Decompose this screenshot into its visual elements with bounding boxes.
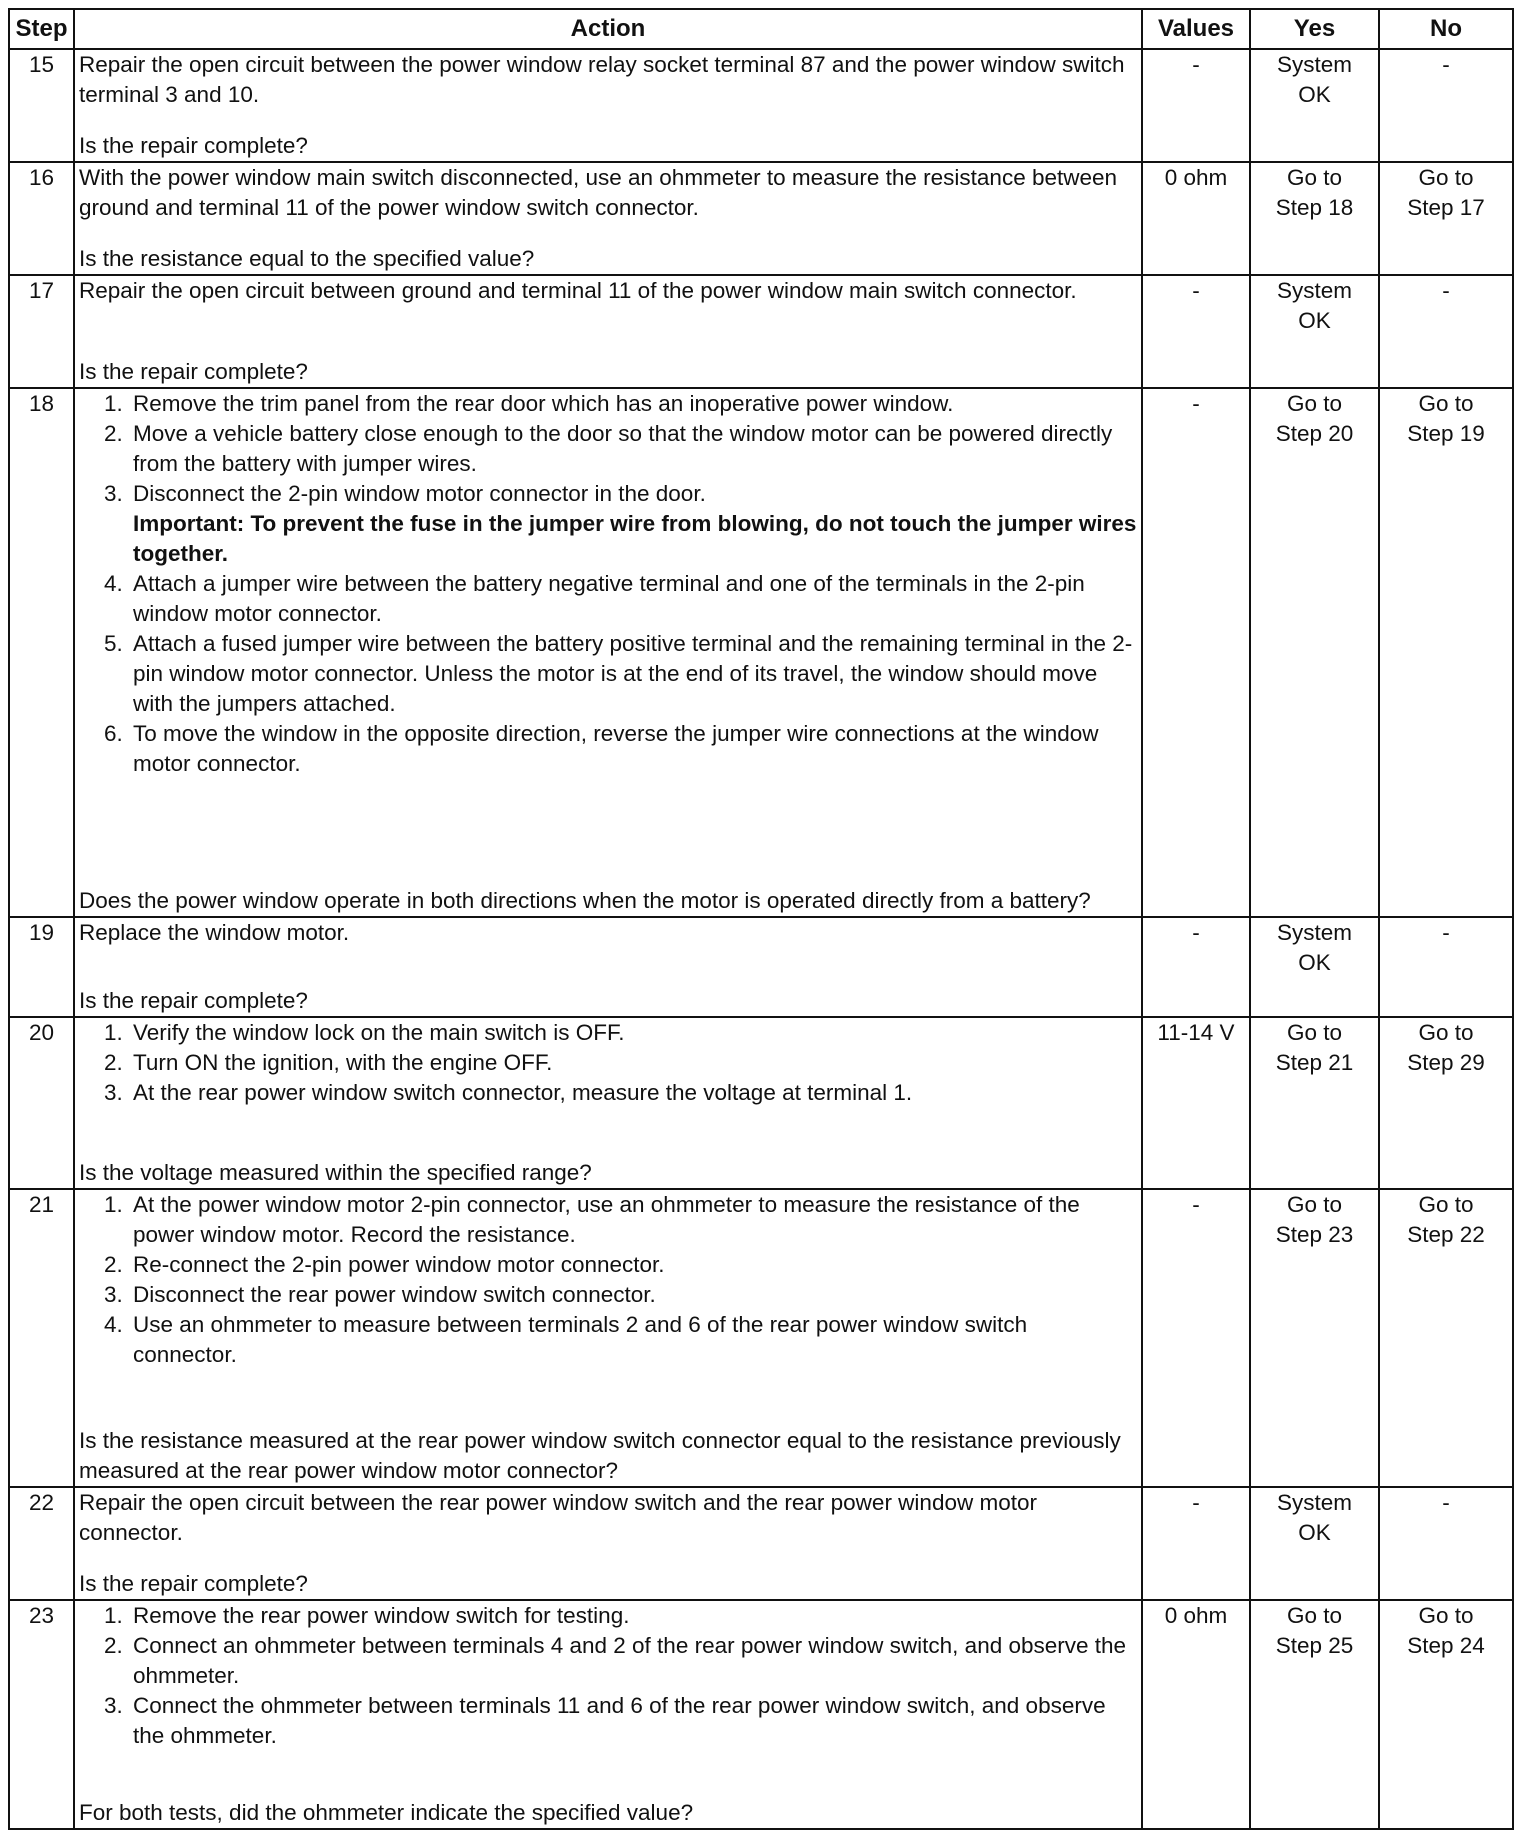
no-cell: - xyxy=(1379,917,1513,1017)
action-cell xyxy=(74,388,1142,917)
action-cell xyxy=(74,1017,1142,1189)
action-text: With the power window main switch disconnected, use an ohmmeter to measure the resistance between ground and terminal 11 of the power window switch connector. xyxy=(79,164,1118,220)
procedure-list xyxy=(79,1018,1137,1108)
list-item: 1. Verify the window lock on the main switch is OFF. xyxy=(129,1018,1137,1048)
list-item: 2. Connect an ohmmeter between terminals 4 and 2 of the rear power window switch, and observe the ohmmeter. xyxy=(129,1631,1137,1691)
table-row-step-23 xyxy=(9,1600,1513,1829)
no-cell: - xyxy=(1379,1487,1513,1600)
action-question: Is the resistance equal to the specified value? xyxy=(79,245,535,271)
step-number: 19 xyxy=(9,917,74,1017)
action-question: Is the repair complete? xyxy=(79,132,308,158)
yes-cell: System OK xyxy=(1250,275,1379,388)
action-question: Is the repair complete? xyxy=(79,358,308,384)
no-cell: Go to Step 24 xyxy=(1379,1600,1513,1829)
procedure-list xyxy=(79,1601,1137,1751)
list-item: 5. Attach a fused jumper wire between the battery positive terminal and the remaining terminal in the 2-pin window motor connector. Unless the motor is at the end of its travel, the window should move with the jumpers attached. xyxy=(129,629,1137,719)
header-action: Action xyxy=(74,9,1142,49)
list-item: 4. Use an ohmmeter to measure between terminals 2 and 6 of the rear power window switch connector. xyxy=(129,1310,1137,1370)
step-number: 18 xyxy=(9,388,74,917)
action-cell xyxy=(74,1189,1142,1487)
yes-cell: System OK xyxy=(1250,49,1379,162)
yes-cell: Go to Step 21 xyxy=(1250,1017,1379,1189)
list-item: 1. At the power window motor 2-pin connector, use an ohmmeter to measure the resistance of the power window motor. Record the resistance. xyxy=(129,1190,1137,1250)
table-row-step-20 xyxy=(9,1017,1513,1189)
action-cell xyxy=(74,1487,1142,1600)
step-number: 16 xyxy=(9,162,74,275)
yes-cell: System OK xyxy=(1250,1487,1379,1600)
list-item: 3. Connect the ohmmeter between terminals 11 and 6 of the rear power window switch, and observe the ohmmeter. xyxy=(129,1691,1137,1751)
action-question: Is the resistance measured at the rear power window switch connector equal to the resistance previously measured at the rear power window motor connector? xyxy=(79,1427,1121,1483)
step-number: 17 xyxy=(9,275,74,388)
yes-cell: System OK xyxy=(1250,917,1379,1017)
action-question: For both tests, did the ohmmeter indicate the specified value? xyxy=(79,1800,694,1825)
action-cell xyxy=(74,1600,1142,1829)
step-number: 15 xyxy=(9,49,74,162)
list-item: 6. To move the window in the opposite direction, reverse the jumper wire connections at the window motor connector. xyxy=(129,719,1137,779)
values-cell: - xyxy=(1142,275,1250,388)
header-step: Step xyxy=(9,9,74,49)
step-number: 20 xyxy=(9,1017,74,1189)
action-cell xyxy=(74,917,1142,1017)
action-cell xyxy=(74,162,1142,275)
procedure-list xyxy=(79,1190,1137,1370)
action-question: Is the voltage measured within the specified range? xyxy=(79,1159,592,1185)
action-question: Does the power window operate in both directions when the motor is operated directly from a battery? xyxy=(79,888,1091,913)
list-item: 1. Remove the rear power window switch for testing. xyxy=(129,1601,1137,1631)
action-question: Is the repair complete? xyxy=(79,1570,308,1596)
yes-cell: Go to Step 25 xyxy=(1250,1600,1379,1829)
diagnostic-steps-table xyxy=(8,8,1514,1830)
action-cell xyxy=(74,275,1142,388)
action-cell xyxy=(74,49,1142,162)
values-cell: 11-14 V xyxy=(1142,1017,1250,1189)
table-row-step-16 xyxy=(9,162,1513,275)
header-yes: Yes xyxy=(1250,9,1379,49)
no-cell: Go to Step 29 xyxy=(1379,1017,1513,1189)
header-no: No xyxy=(1379,9,1513,49)
no-cell: - xyxy=(1379,275,1513,388)
action-text: Repair the open circuit between ground and terminal 11 of the power window main switch connector. xyxy=(79,277,1077,303)
list-item: 1. Remove the trim panel from the rear door which has an inoperative power window. xyxy=(129,389,1137,419)
procedure-list xyxy=(79,389,1137,779)
values-cell: - xyxy=(1142,49,1250,162)
table-row-step-22 xyxy=(9,1487,1513,1600)
values-cell: - xyxy=(1142,917,1250,1017)
values-cell: - xyxy=(1142,1189,1250,1487)
step-number: 22 xyxy=(9,1487,74,1600)
yes-cell: Go to Step 20 xyxy=(1250,388,1379,917)
step-number: 23 xyxy=(9,1600,74,1829)
no-cell: - xyxy=(1379,49,1513,162)
values-cell: 0 ohm xyxy=(1142,162,1250,275)
action-text: Repair the open circuit between the power window relay socket terminal 87 and the power window switch terminal 3 and 10. xyxy=(79,52,1125,107)
list-item: 3. Disconnect the rear power window switch connector. xyxy=(129,1280,1137,1310)
action-text: Repair the open circuit between the rear power window switch and the rear power window motor connector. xyxy=(79,1489,1037,1545)
list-item: 4. Attach a jumper wire between the battery negative terminal and one of the terminals in the 2-pin window motor connector. xyxy=(129,569,1137,629)
values-cell: - xyxy=(1142,388,1250,917)
action-text: Replace the window motor. xyxy=(79,920,350,945)
table-row-step-19 xyxy=(9,917,1513,1017)
list-item: 2. Move a vehicle battery close enough to the door so that the window motor can be powered directly from the battery with jumper wires. xyxy=(129,419,1137,479)
no-cell: Go to Step 17 xyxy=(1379,162,1513,275)
yes-cell: Go to Step 18 xyxy=(1250,162,1379,275)
values-cell: 0 ohm xyxy=(1142,1600,1250,1829)
table-header-row xyxy=(9,9,1513,49)
list-item: 3. Disconnect the 2-pin window motor connector in the door. Important: To prevent the fuse in the jumper wire from blowing, do not touch the jumper wires together. xyxy=(129,479,1137,569)
table-row-step-21 xyxy=(9,1189,1513,1487)
list-item: 3. At the rear power window switch connector, measure the voltage at terminal 1. xyxy=(129,1078,1137,1108)
important-note: Important: To prevent the fuse in the jumper wire from blowing, do not touch the jumper wires together. xyxy=(133,510,1137,566)
list-item: 2. Turn ON the ignition, with the engine OFF. xyxy=(129,1048,1137,1078)
table-row-step-18 xyxy=(9,388,1513,917)
no-cell: Go to Step 22 xyxy=(1379,1189,1513,1487)
table-row-step-17 xyxy=(9,275,1513,388)
action-question: Is the repair complete? xyxy=(79,988,308,1014)
step-number: 21 xyxy=(9,1189,74,1487)
values-cell: - xyxy=(1142,1487,1250,1600)
list-item: 2. Re-connect the 2-pin power window motor connector. xyxy=(129,1250,1137,1280)
header-values: Values xyxy=(1142,9,1250,49)
table-row-step-15 xyxy=(9,49,1513,162)
yes-cell: Go to Step 23 xyxy=(1250,1189,1379,1487)
no-cell: Go to Step 19 xyxy=(1379,388,1513,917)
